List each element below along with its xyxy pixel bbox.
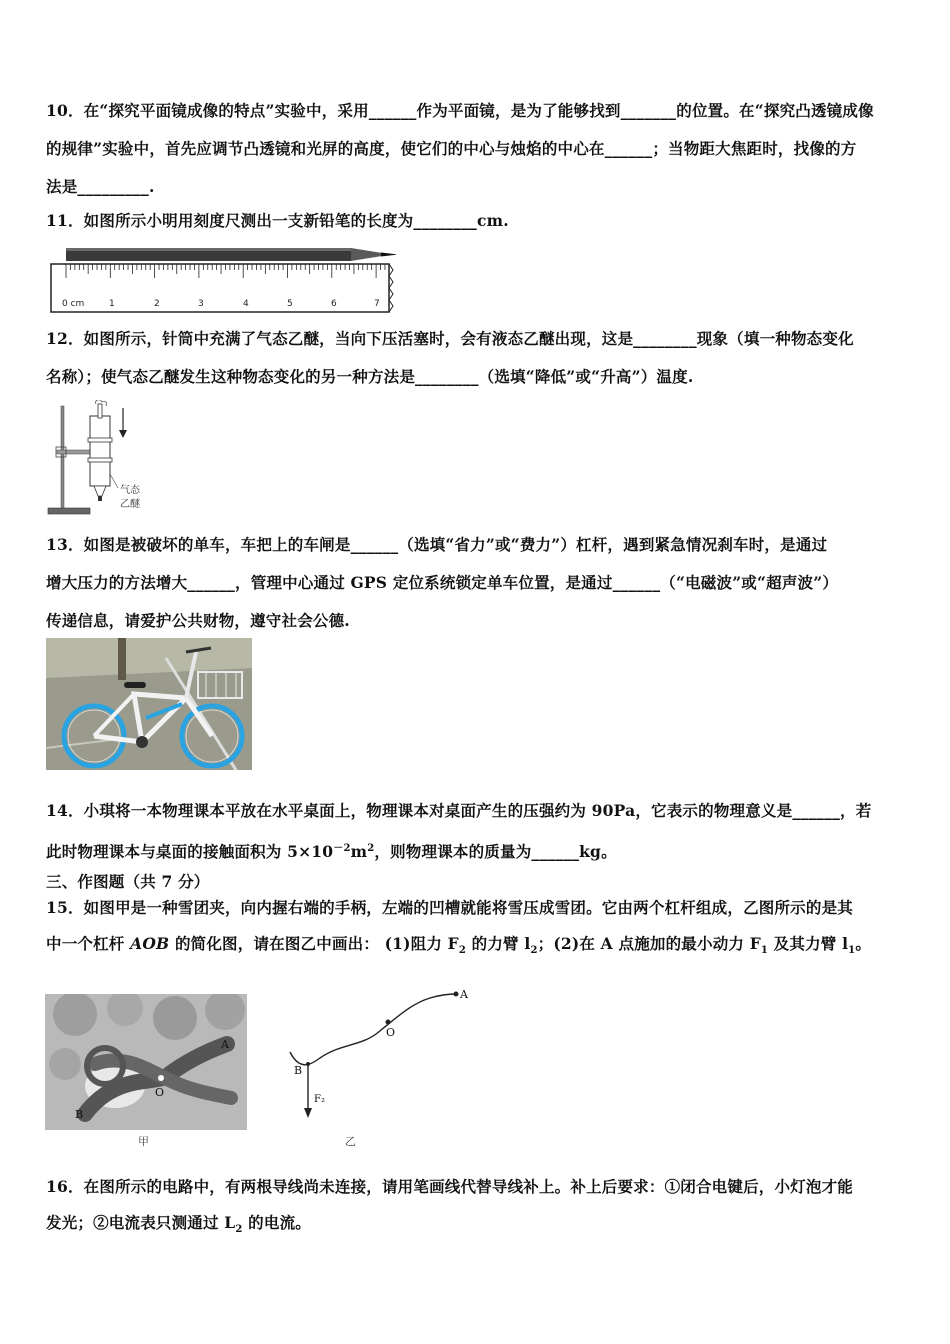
q12-line1: 12．如图所示，针筒中充满了气态乙醚，当向下压活塞时，会有液态乙醚出现，这是________现象（填一种物态变化 xyxy=(46,329,854,348)
label-gas: 气态 xyxy=(120,485,140,496)
label-b-photo: B xyxy=(75,1108,84,1121)
lever-diagram xyxy=(280,984,480,1124)
q14-line1: 14．小琪将一本物理课本平放在水平桌面上，物理课本对桌面产生的压强约为 90Pa，它表示的物理意义是______，若 xyxy=(46,801,872,820)
q15-line2: 中一个杠杆 AOB 的简化图，请在图乙中画出： (1)阻力 $F_2$ 的力臂 $l_2$；(2)在 A 点施加的最小动力 $F_1$ 及其力臂 $l_1$。 xyxy=(46,934,872,957)
ruler-tick-label: 5 xyxy=(287,299,293,309)
q15-line1: 15．如图甲是一种雪团夹，向内握右端的手柄，左端的凹槽就能将雪压成雪团。它由两个杠杆组成，乙图所示的是其 xyxy=(46,898,853,917)
q13-line1: 13．如图是被破坏的单车，车把上的车闸是______（选填“省力”或“费力”）杠杆，遇到紧急情况刹车时，是通过 xyxy=(46,535,828,554)
ruler-tick-label: 3 xyxy=(198,299,204,309)
q16-line1: 16．在图所示的电路中，有两根导线尚未连接，请用笔画线代替导线补上。补上后要求：①闭合电键后，小灯泡才能 xyxy=(46,1177,853,1196)
q11-line1: 11．如图所示小明用刻度尺测出一支新铅笔的长度为________cm. xyxy=(46,211,509,230)
ruler-tick-label: 7 xyxy=(374,299,380,309)
label-b: B xyxy=(294,1064,303,1077)
label-ether: 乙醚 xyxy=(120,499,140,510)
ruler xyxy=(51,264,393,312)
label-o: O xyxy=(386,1026,396,1039)
ruler-tick-label: 2 xyxy=(154,299,160,309)
section-title: 三、作图题（共 7 分） xyxy=(46,872,210,891)
q16-line2: 发光；②电流表只测通过 $L_2$ 的电流。 xyxy=(46,1213,311,1236)
label-o-photo: O xyxy=(155,1086,165,1099)
syringe-figure xyxy=(46,400,156,518)
q12-line2: 名称）；使气态乙醚发生这种物态变化的另一种方法是________（选填“降低”或“升高”）温度. xyxy=(46,367,694,386)
ruler-pencil-figure xyxy=(46,240,396,316)
q13-line2: 增大压力的方法增大______，管理中心通过 GPS 定位系统锁定单车位置，是通过______（“电磁波”或“超声波”） xyxy=(46,573,839,592)
label-a: A xyxy=(460,988,468,1001)
figure-yi-label: 乙 xyxy=(345,1135,356,1148)
q13-line3: 传递信息，请爱护公共财物，遵守社会公德. xyxy=(46,611,350,630)
pencil xyxy=(66,248,396,261)
q10-line1: 10．在“探究平面镜成像的特点”实验中，采用______作为平面镜，是为了能够找到_______的位置。在“探究凸透镜成像 xyxy=(46,101,874,120)
label-f2: F₂ xyxy=(314,1094,325,1105)
q10-line2: 的规律”实验中，首先应调节凸透镜和光屏的高度，使它们的中心与烛焰的中心在______；当物距大焦距时，找像的方 xyxy=(46,139,857,158)
ruler-tick-label: 4 xyxy=(243,299,249,309)
ruler-tick-label: 1 xyxy=(109,299,115,309)
ruler-tick-label: 6 xyxy=(331,299,337,309)
label-a-photo: A xyxy=(221,1038,229,1051)
q14-line2: 此时物理课本与桌面的接触面积为 $5\times 10^{-2}m^2$，则物理课本的质量为______kg。 xyxy=(46,842,617,862)
bicycle-photo xyxy=(46,638,252,770)
q10-line3: 法是_________. xyxy=(46,177,155,196)
ruler-tick-label: 0 cm xyxy=(62,299,85,309)
figure-jia-label: 甲 xyxy=(138,1135,149,1148)
snowball-clamp-photo xyxy=(45,994,247,1130)
